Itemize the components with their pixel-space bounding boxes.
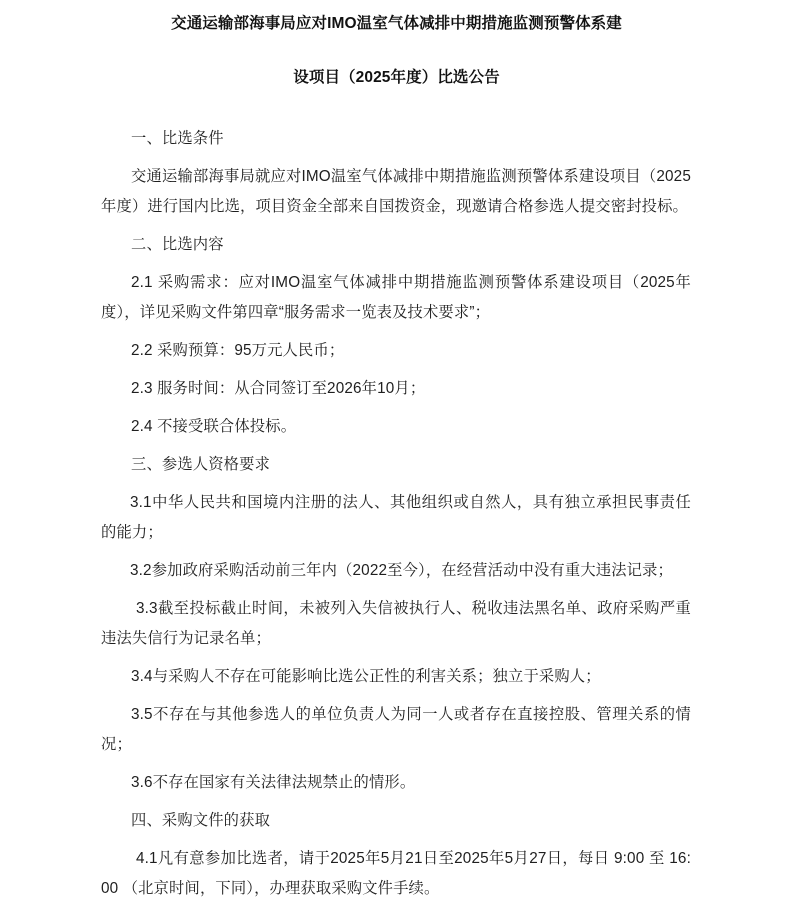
- section-3-item-3-5: 3.5不存在与其他参选人的单位负责人为同一人或者存在直接控股、管理关系的情况；: [101, 706, 691, 753]
- section-heading-3: 三、参选人资格要求: [131, 456, 271, 473]
- page-title-line-1: 交通运输部海事局应对IMO温室气体减排中期措施监测预警体系建: [171, 15, 622, 32]
- section-3-item-3-2: 3.2参加政府采购活动前三年内（2022至今），在经营活动中没有重大违法记录；: [130, 562, 673, 579]
- page-title-line-2: 设项目（2025年度）比选公告: [293, 69, 500, 86]
- section-heading-1: 一、比选条件: [131, 130, 224, 147]
- section-2-item-2-4: 2.4 不接受联合体投标。: [131, 418, 297, 435]
- section-2-item-2-3: 2.3 服务时间：从合同签订至2026年10月；: [131, 380, 426, 397]
- section-heading-4: 四、采购文件的获取: [131, 812, 271, 829]
- section-2-item-2-2: 2.2 采购预算：95万元人民币；: [131, 342, 345, 359]
- section-1-paragraph-1: 交通运输部海事局就应对IMO温室气体减排中期措施监测预警体系建设项目（2025年度）进行国内比选，项目资金全部来自国拨资金，现邀请合格参选人提交密封投标。: [101, 168, 691, 215]
- document-body: [0, 124, 793, 904]
- section-3-item-3-4: 3.4与采购人不存在可能影响比选公正性的利害关系；独立于采购人；: [131, 668, 601, 685]
- section-3-item-3-1: 3.1中华人民共和国境内注册的法人、其他组织或自然人，具有独立承担民事责任的能力；: [101, 494, 691, 541]
- section-heading-2: 二、比选内容: [131, 236, 224, 253]
- section-4-item-4-1: 4.1凡有意参加比选者，请于2025年5月21日至2025年5月27日，每日 9:00 至 16:00 （北京时间，下同），办理获取采购文件手续。: [101, 850, 691, 897]
- section-2-item-2-1: 2.1 采购需求：应对IMO温室气体减排中期措施监测预警体系建设项目（2025年度），详见采购文件第四章“服务需求一览表及技术要求”；: [101, 274, 691, 321]
- section-3-item-3-3: 3.3截至投标截止时间，未被列入失信被执行人、税收违法黑名单、政府采购严重违法失信行为记录名单；: [101, 600, 691, 647]
- section-3-item-3-6: 3.6不存在国家有关法律法规禁止的情形。: [131, 774, 416, 791]
